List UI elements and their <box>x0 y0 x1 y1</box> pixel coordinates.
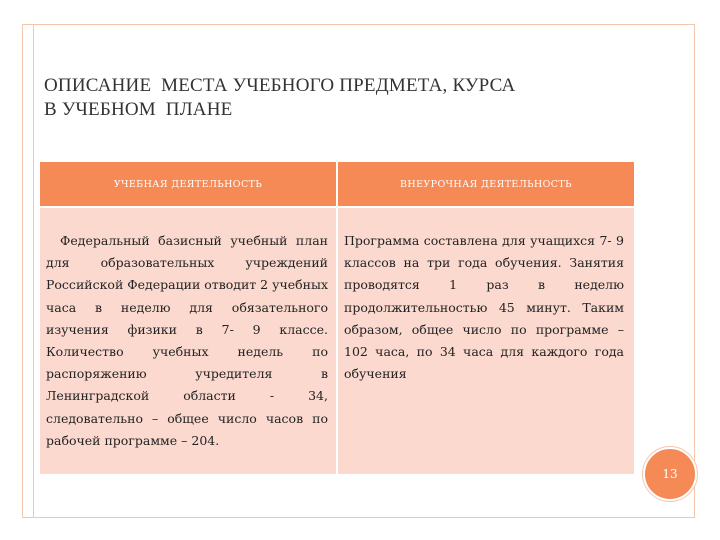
header-extracurricular-activity-label: ВНЕУРОЧНАЯ ДЕЯТЕЛЬНОСТЬ <box>400 178 572 190</box>
cell-extracurricular-activity-text: Программа составлена для учащихся 7- 9 классов на три года обучения. Занятия проводятся 1 раз в неделю продолжительностью 45 минут. Таким образом, общее число по программе – 102 часа, по 34 часа для каждого года обучения <box>344 233 624 382</box>
slide-title <box>44 74 664 122</box>
cell-academic-activity-text: Федеральный базисный учебный план для образовательных учреждений Российской Федерации отводит 2 учебных часа в неделю для обязательного изучения физики в 7- 9 классе. Количество учебных недель по распоряжению учредителя в Ленинградской области - 34, следовательно – общее число часов по рабочей программе – 204. <box>46 233 328 448</box>
curriculum-table <box>40 162 634 474</box>
page-number: 13 <box>662 467 678 481</box>
page-number-badge <box>643 447 697 501</box>
left-rule <box>33 24 34 518</box>
header-academic-activity-label: УЧЕБНАЯ ДЕЯТЕЛЬНОСТЬ <box>113 178 263 190</box>
slide-title-line-1: ОПИСАНИЕ МЕСТА УЧЕБНОГО ПРЕДМЕТА, КУРСА <box>44 75 516 96</box>
cell-extracurricular-activity <box>338 208 634 474</box>
slide-title-line-2: В УЧЕБНОМ ПЛАНЕ <box>44 99 233 120</box>
header-extracurricular-activity <box>338 162 634 206</box>
header-academic-activity <box>40 162 336 206</box>
cell-academic-activity <box>40 208 336 474</box>
